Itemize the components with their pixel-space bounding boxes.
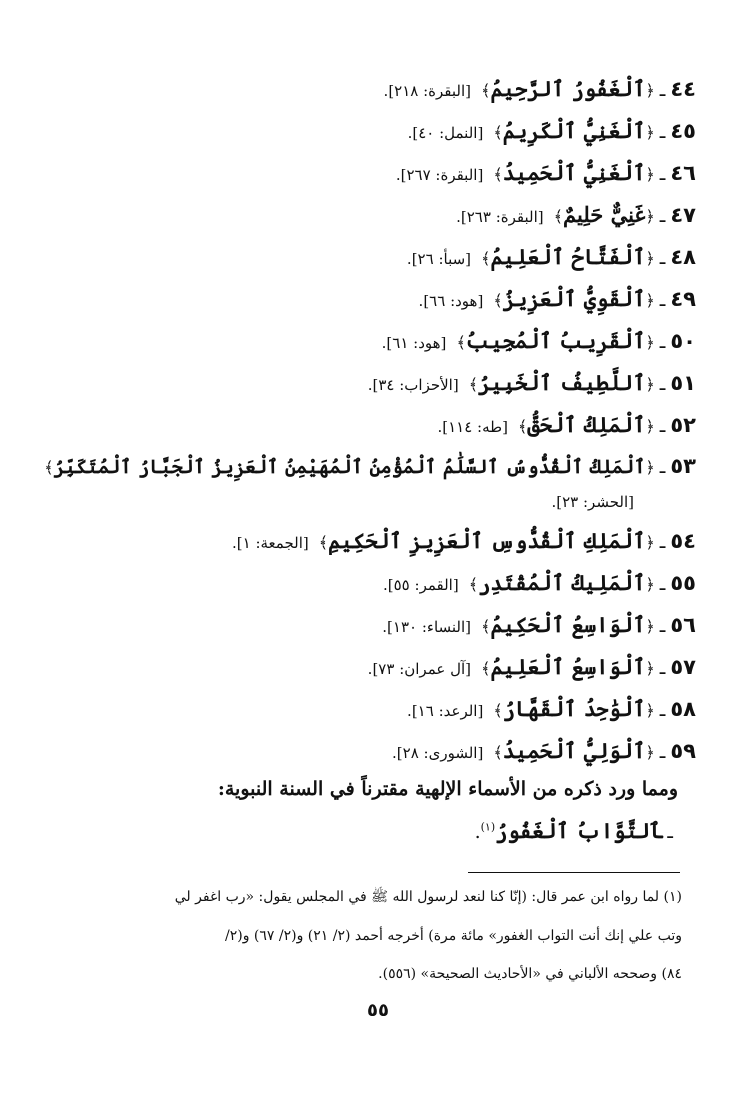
item-dash: ـ	[659, 573, 666, 595]
list-item	[384, 76, 696, 101]
item-dash: ـ	[659, 615, 666, 637]
quran-text: ٱلْقَرِيبُ ٱلْمُجِيبُ	[465, 328, 646, 353]
surah-reference: [الحشر: ٢٣].	[551, 493, 634, 511]
list-item	[368, 654, 696, 679]
list-item	[456, 202, 696, 227]
item-dash: ـ	[659, 741, 666, 763]
ornate-bracket-close: ﴾	[493, 291, 503, 310]
item-number: ٥٦	[670, 613, 696, 637]
item-number: ٤٧	[670, 203, 696, 227]
item-number: ٥٤	[670, 529, 696, 553]
item-dash: ـ	[659, 531, 666, 553]
item-number: ٥٢	[670, 413, 696, 437]
surah-reference: [الرعد: ١٦].	[407, 702, 484, 720]
ornate-bracket-open: ﴿	[645, 333, 655, 352]
item-dash: ـ	[659, 121, 666, 143]
list-item	[392, 738, 696, 763]
item-dash: ـ	[659, 456, 666, 478]
item-number: ٥٨	[670, 697, 696, 721]
surah-reference: [البقرة: ٢٦٧].	[395, 166, 484, 184]
surah-reference: [طه: ١١٤].	[437, 418, 508, 436]
quran-text: ٱلْمَلِكُ ٱلْقُدُّوسُ ٱلسَّلَٰمُ ٱلْمُؤْمِنُ ٱلْمُهَيْمِنُ ٱلْعَزِيزُ ٱلْجَبَّارُ ٱلْمُتَكَبِّرُ	[53, 456, 646, 478]
ornate-bracket-close: ﴾	[493, 743, 503, 762]
ornate-bracket-open: ﴿	[645, 743, 655, 762]
ornate-bracket-open: ﴿	[645, 81, 655, 100]
list-item	[368, 370, 696, 395]
item-number: ٤٥	[670, 119, 696, 143]
ornate-bracket-close: ﴾	[468, 375, 479, 394]
list-item	[44, 454, 696, 478]
item-dash: ـ	[659, 289, 666, 311]
section-intro: ومما ورد ذكره من الأسماء الإلهية مقترناً في السنة النبوية:	[217, 778, 678, 800]
list-item	[419, 286, 696, 311]
item-number: ٥٠	[670, 329, 696, 353]
footnote-text: لما رواه ابن عمر قال: (إنّا كنا لنعد لرسول الله ﷺ في المجلس يقول: «رب اغفر لي	[174, 889, 660, 905]
item-dash: ـ	[659, 699, 666, 721]
ornate-bracket-close: ﴾	[493, 165, 503, 184]
quran-text: ٱلْفَتَّاحُ ٱلْعَلِيمُ	[490, 244, 646, 269]
surah-reference: [القمر: ٥٥].	[383, 576, 459, 594]
ornate-bracket-close: ﴾	[481, 659, 491, 678]
item-dash: ـ	[659, 415, 666, 437]
footnote-line	[175, 888, 682, 908]
item-number: ٥٧	[670, 655, 696, 679]
item-number: ٥٣	[670, 454, 696, 478]
list-item	[383, 570, 696, 595]
footnote-number: (١)	[663, 889, 682, 905]
list-item	[437, 412, 696, 437]
item-number: ٤٨	[670, 245, 696, 269]
quran-text: ٱلْوَاسِعُ ٱلْحَكِيمُ	[490, 612, 646, 637]
ornate-bracket-close: ﴾	[493, 123, 503, 142]
item-number: ٥٥	[670, 571, 696, 595]
surah-reference: [هود: ٦١].	[381, 334, 447, 352]
ornate-bracket-open: ﴿	[645, 458, 655, 477]
surah-reference: [سبأ: ٢٦].	[406, 250, 472, 268]
list-item	[232, 528, 696, 553]
surah-reference: [البقرة: ٢١٨].	[383, 82, 472, 100]
footnote-marker: (١)	[480, 820, 496, 834]
item-dash: ـ	[659, 331, 666, 353]
quran-text: غَنِيٌّ حَلِيمٌ	[563, 202, 646, 227]
item-dash: ـ	[659, 373, 666, 395]
ornate-bracket-open: ﴿	[645, 533, 655, 552]
list-item	[382, 612, 696, 637]
quran-text: ٱلْوَٰحِدُ ٱلْقَهَّارُ	[502, 696, 646, 721]
list-item	[382, 328, 696, 353]
surah-reference: [الشورى: ٢٨].	[392, 744, 484, 762]
ornate-bracket-open: ﴿	[645, 165, 655, 184]
quran-text: ٱلْوَاسِعُ ٱلْعَلِيمُ	[490, 654, 646, 679]
item-dash: ـ	[659, 79, 666, 101]
ornate-bracket-open: ﴿	[645, 575, 655, 594]
ornate-bracket-close: ﴾	[481, 617, 491, 636]
quran-text: ٱلْمَلِكُ ٱلْحَقُّ	[527, 412, 646, 437]
surah-reference: [النساء: ١٣٠].	[382, 618, 472, 636]
surah-reference: [الجمعة: ١].	[232, 534, 309, 552]
page-number: ٥٥	[367, 1000, 389, 1021]
surah-reference: [النمل: ٤٠].	[407, 124, 484, 142]
quran-text: ٱلْغَنِيُّ ٱلْحَمِيدُ	[502, 160, 646, 185]
sentence-end: .	[474, 821, 481, 843]
ornate-bracket-open: ﴿	[645, 123, 655, 142]
item-dash: ـ	[667, 821, 673, 843]
item-number: ٤٩	[670, 287, 696, 311]
list-item	[408, 118, 696, 143]
ornate-bracket-close: ﴾	[44, 458, 54, 477]
item-dash: ـ	[659, 657, 666, 679]
ornate-bracket-open: ﴿	[645, 701, 655, 720]
ornate-bracket-close: ﴾	[456, 333, 466, 352]
footnote-divider	[468, 872, 680, 873]
footnote-line: وتب علي إنك أنت التواب الغفور» مائة مرة) أخرجه أحمد (٢/ ٢١) و(٢/ ٦٧) و(٢/	[224, 928, 682, 944]
ornate-bracket-close: ﴾	[481, 249, 491, 268]
list-item	[396, 160, 696, 185]
list-item	[407, 244, 696, 269]
quran-text: ٱلْمَلِيكُ ٱلْمُقْتَدِر	[478, 570, 646, 595]
ornate-bracket-open: ﴿	[645, 291, 655, 310]
surah-reference: [هود: ٦٦].	[418, 292, 484, 310]
ornate-bracket-open: ﴿	[645, 375, 655, 394]
ornate-bracket-open: ﴿	[645, 417, 655, 436]
ornate-bracket-open: ﴿	[645, 207, 655, 226]
ornate-bracket-open: ﴿	[645, 659, 655, 678]
ornate-bracket-open: ﴿	[645, 617, 655, 636]
list-item	[407, 696, 696, 721]
quran-text: ٱلتَّوَّابُ ٱلْغَفُورُ	[495, 818, 663, 843]
quran-text: ٱلْقَوِيُّ ٱلْعَزِيزُ	[502, 286, 646, 311]
quran-text: ٱللَّطِيفُ ٱلْخَبِيرُ	[478, 370, 646, 395]
surah-reference: [الأحزاب: ٣٤].	[367, 376, 459, 394]
list-item-continuation	[551, 490, 638, 512]
item-dash: ـ	[659, 205, 666, 227]
ornate-bracket-close: ﴾	[553, 207, 564, 226]
ornate-bracket-close: ﴾	[318, 533, 329, 552]
footnote-line: ٨٤) وصححه الألباني في «الأحاديث الصحيحة» (٥٥٦).	[378, 966, 682, 982]
item-number: ٥١	[670, 371, 696, 395]
item-dash: ـ	[659, 163, 666, 185]
item-number: ٤٤	[670, 77, 696, 101]
quran-text: ٱلْمَلِكِ ٱلْقُدُّوسِ ٱلْعَزِيزِ ٱلْحَكِيمِ	[328, 528, 646, 553]
item-number: ٤٦	[670, 161, 696, 185]
sunnah-item	[475, 818, 678, 843]
ornate-bracket-close: ﴾	[468, 575, 479, 594]
surah-reference: [البقرة: ٢٦٣].	[456, 208, 544, 226]
quran-text: ٱلْوَلِيُّ ٱلْحَمِيدُ	[502, 738, 646, 763]
ornate-bracket-close: ﴾	[493, 701, 503, 720]
item-dash: ـ	[659, 247, 666, 269]
surah-reference: [آل عمران: ٧٣].	[367, 660, 472, 678]
quran-text: ٱلْغَفُورُ ٱلرَّحِيمُ	[490, 76, 646, 101]
item-number: ٥٩	[670, 739, 696, 763]
ornate-bracket-open: ﴿	[645, 249, 655, 268]
quran-text: ٱلْغَنِيُّ ٱلْكَرِيمُ	[502, 118, 646, 143]
ornate-bracket-close: ﴾	[517, 417, 528, 436]
ornate-bracket-close: ﴾	[481, 81, 491, 100]
